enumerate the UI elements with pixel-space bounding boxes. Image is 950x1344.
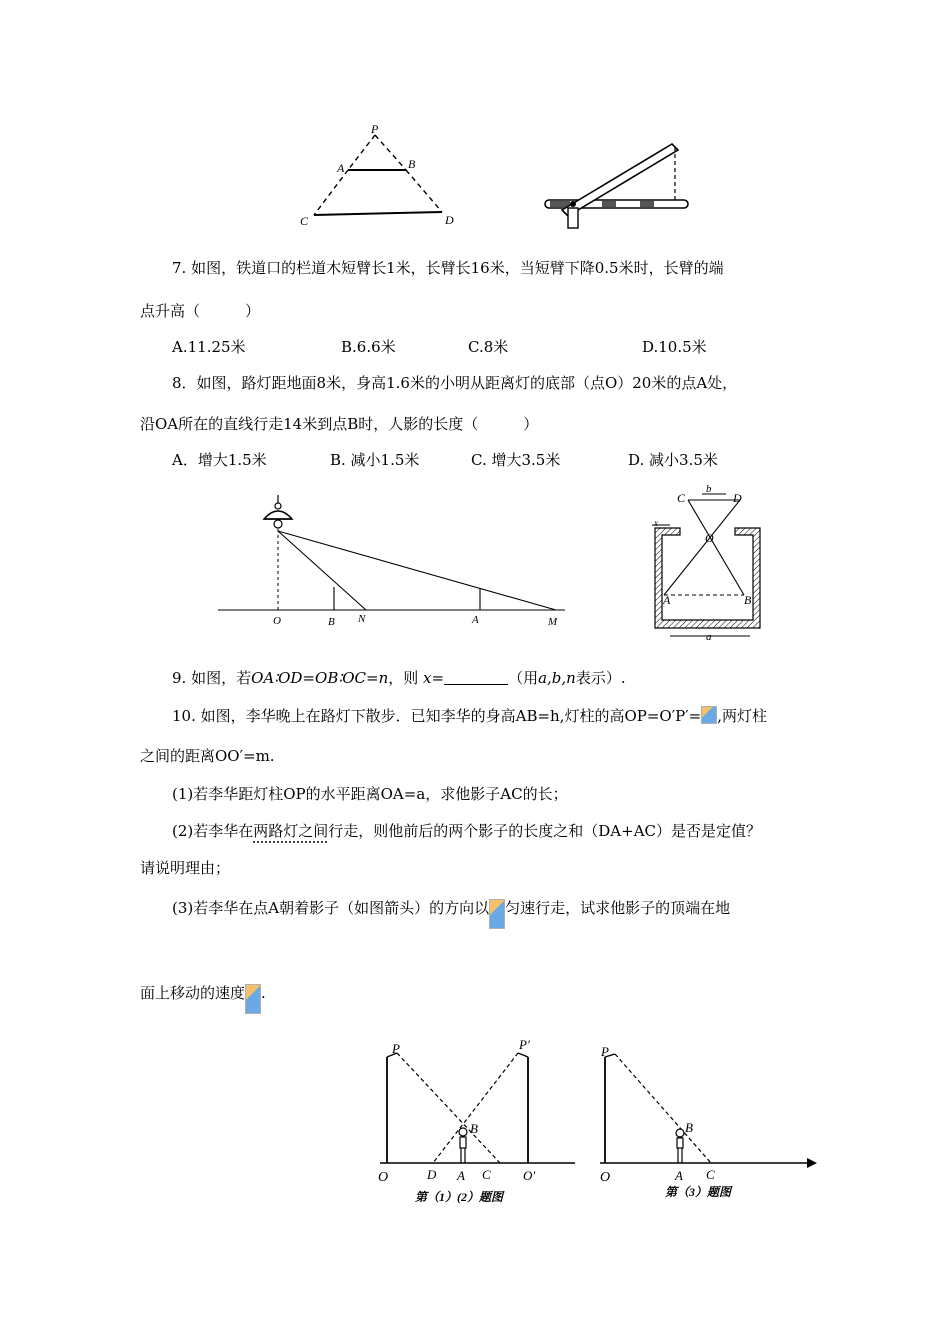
q10-part3 [172,898,730,929]
q9-ratio: OA∶OD=OB∶OC=n [251,669,389,687]
q7-option-b: B.6.6米 [341,338,396,356]
label-b: B [408,157,416,171]
q9-var: x= [423,669,445,687]
label-p: P [601,1044,609,1059]
label-a: A [457,1168,465,1183]
q10-part3d: . [261,984,266,1002]
figure-caption-12: 第（1）(2）题图 [415,1190,503,1204]
label-a: A [337,161,345,175]
q9-vars: a,b,n [538,669,576,687]
q7-line1: 7. 如图，铁道口的栏道木短臂长1米，长臂长16米，当短臂下降0.5米时，长臂的端 [172,259,724,277]
q9-prefix: 9. 如图，若 [172,669,252,687]
q8-line1: 8．如图，路灯距地面8米，身高1.6米的小明从距离灯的底部（点O）20米的点A处， [172,374,738,392]
q10-part1: (1)若李华距灯柱OP的水平距离OA=a，求他影子AC的长； [172,785,568,803]
label-a: A [663,593,671,607]
q10-part2 [172,821,761,841]
q10-part2b: 行走，则他前后的两个影子的长度之和（DA+AC）是否是定值？ [328,822,762,840]
q7-option-c: C.8米 [468,338,509,356]
label-o: O [273,615,281,627]
label-o: O [378,1170,389,1185]
label-c: C [706,1167,715,1182]
q9-answer-blank [444,670,508,685]
q10-part2c: 请说明理由； [140,859,231,877]
label-a: A [472,614,479,626]
single-lamp-figure [595,1040,820,1205]
formula-image-icon [245,984,261,1014]
q8-option-c: C. 增大3.5米 [471,451,561,469]
label-o: O [705,531,714,545]
label-n: N [358,613,366,625]
q7-option-a: A.11.25米 [172,338,246,356]
formula-image-icon [701,706,717,724]
q8-option-a: A．增大1.5米 [172,451,267,469]
q10-part3c-text: 面上移动的速度 [140,984,246,1002]
q8-option-d: D. 减小3.5米 [628,451,718,469]
q10-part3b: 匀速行走，试求他影子的顶端在地 [505,899,731,917]
triangle-figure [290,120,470,230]
label-o: O [600,1170,611,1185]
q7-option-d: D.10.5米 [642,338,707,356]
q7-line2: 点升高（ ） [140,302,261,320]
q10-line1b: ,两灯柱 [717,707,767,725]
label-b-top: b [706,483,712,495]
pinhole-box-figure [640,480,780,640]
q8-option-b: B. 减小1.5米 [330,451,420,469]
q8-line2: 沿OA所在的直线行走14米到点B时，人影的长度（ ） [140,415,539,433]
label-b: B [685,1120,693,1135]
label-d: D [733,491,742,505]
q9-line [172,668,626,688]
q10-line1a: 10. 如图，李华晚上在路灯下散步．已知李华的身高AB=h,灯柱的高OP=O′P′= [172,707,702,725]
q9-end: 表示）. [575,669,626,687]
label-x: x [654,518,658,528]
label-o-prime: O′ [523,1168,536,1183]
label-c: C [677,491,686,505]
lamp-shadow-figure [210,495,570,630]
q10-part2-emphasis: 两路灯之间 [253,822,329,840]
label-a: A [675,1168,683,1183]
q9-mid: ，则 [388,669,419,687]
q9-suffix: （用 [508,669,539,687]
figure-caption-3: 第（3）题图 [665,1185,732,1199]
q10-part2a: (2)若李华在 [172,822,254,840]
q10-part3c [140,983,266,1014]
q10-line2: 之间的距离OO′=m. [140,747,275,765]
formula-image-icon [489,899,505,929]
label-c: C [482,1167,491,1182]
q10-part3a: (3)若李华在点A朝着影子（如图箭头）的方向以 [172,899,490,917]
label-b: B [744,593,752,607]
label-b: B [328,616,335,628]
label-c: C [300,214,309,228]
railway-barrier-figure [540,130,700,235]
two-lamps-figure [375,1035,580,1210]
label-p-prime: P′ [519,1037,530,1052]
label-a-bottom: a [706,631,712,640]
label-d: D [427,1167,437,1182]
q10-line1 [172,706,767,726]
label-p: P [371,122,379,136]
label-d: D [445,213,454,227]
label-m: M [548,616,558,628]
label-p: P [392,1041,400,1056]
label-b: B [470,1121,478,1136]
